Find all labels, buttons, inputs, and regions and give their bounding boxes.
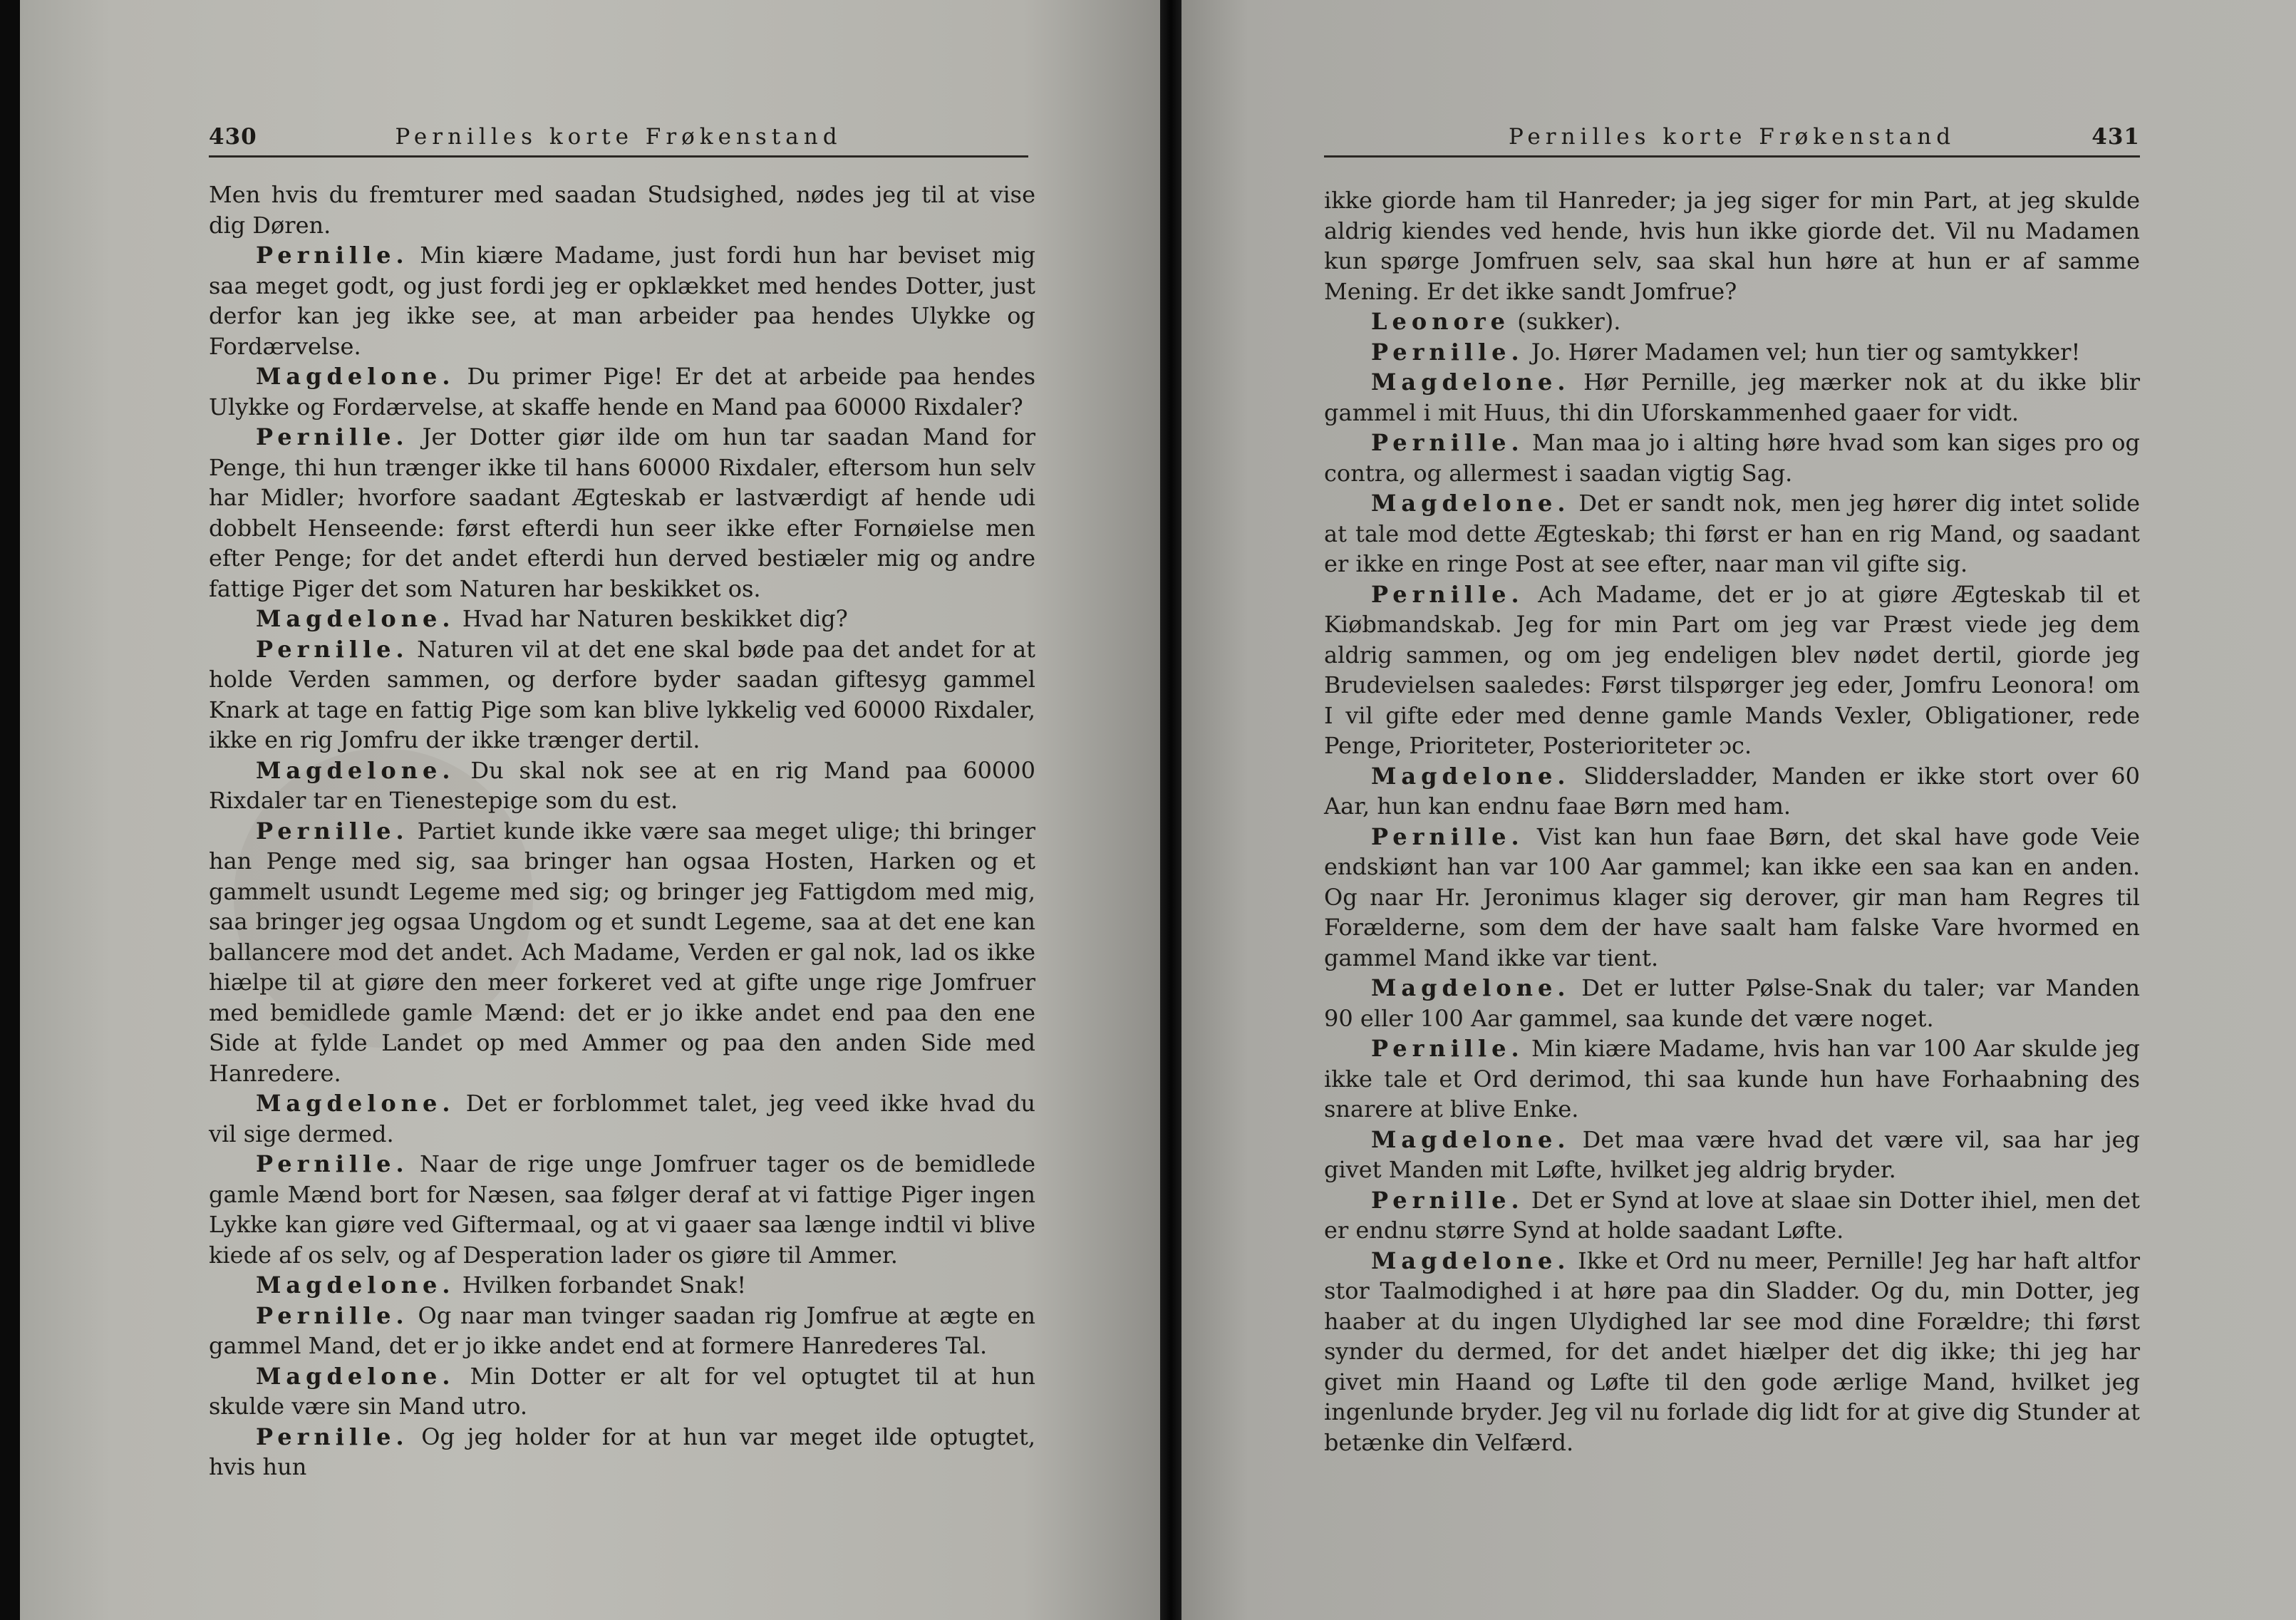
text-paragraph xyxy=(209,1301,1035,1361)
paragraph-text: Vist kan hun faae Børn, det skal have gode Veie endskiønt han var 100 Aar gammel; kan ikke een saa kan en anden. Og naar Hr. Jeronimus klager sig derover, gir man ham Regres til Forælderne, som dem der have saalt ham falske Vare hvormed en gammel Mand ikke var tient. xyxy=(1324,822,2141,971)
speaker-name: Pernille. xyxy=(1371,580,1524,608)
paragraph-text: (sukker). xyxy=(1517,308,1621,335)
paragraph-text: Du skal nok see at en rig Mand paa 60000 Rixdaler tar en Tienestepige som du est. xyxy=(209,756,1036,814)
text-paragraph xyxy=(209,422,1035,604)
text-paragraph xyxy=(1324,428,2140,488)
right-page-body xyxy=(1324,185,2140,1458)
text-paragraph xyxy=(209,604,1035,634)
speaker-name: Magdelone. xyxy=(256,363,455,390)
text-paragraph xyxy=(1324,306,2140,337)
speaker-name: Pernille. xyxy=(256,1301,409,1329)
text-paragraph xyxy=(209,1270,1035,1301)
left-page xyxy=(20,0,1160,1620)
paragraph-text: Ikke et Ord nu meer, Pernille! Jeg har haft altfor stor Taalmodighed i at høre paa din Sladder. Og du, min Dotter, jeg haaber at du ingen Ulydighed lar see mod dine Forældre; thi først synder du dermed, for det andet hiælper det dig ikke; thi jeg har givet min Haand og Løfte til den gode ærlige Mand, hvilket jeg ingenlunde bryder. Jeg vil nu forlade dig lidt for at give dig Stunder at betænke din Velfærd. xyxy=(1324,1247,2141,1456)
paragraph-text: Hør Pernille, jeg mærker nok at du ikke blir gammel i mit Huus, thi din Uforskammenhed gaaer for vidt. xyxy=(1324,368,2140,426)
running-title: Pernilles korte Frøkenstand xyxy=(1508,124,1956,150)
speaker-name: Magdelone. xyxy=(1371,1247,1571,1274)
text-paragraph xyxy=(1324,1185,2140,1246)
paragraph-text: Det maa være hvad det være vil, saa har jeg givet Manden mit Løfte, hvilket jeg aldrig bryder. xyxy=(1324,1125,2141,1183)
text-paragraph xyxy=(1324,1125,2140,1185)
speaker-name: Pernille. xyxy=(256,242,409,269)
text-paragraph xyxy=(209,755,1035,816)
paragraph-text: Det er forblommet talet, jeg veed ikke hvad du vil sige dermed. xyxy=(209,1090,1035,1147)
paragraph-text: Man maa jo i alting høre hvad som kan siges pro og contra, og allermest i saadan vigtig Sag. xyxy=(1324,429,2141,487)
paragraph-text: Det er sandt nok, men jeg hører dig intet solide at tale mod dette Ægteskab; thi først er han en rig Mand, og saadant er ikke en ringe Post at see efter, naar man vil gifte sig. xyxy=(1324,490,2140,577)
text-paragraph xyxy=(1324,367,2140,428)
speaker-name: Pernille. xyxy=(256,423,409,450)
speaker-name: Pernille. xyxy=(1371,338,1524,366)
text-paragraph xyxy=(1324,761,2140,822)
text-paragraph xyxy=(209,634,1035,755)
running-title: Pernilles korte Frøkenstand xyxy=(395,124,842,150)
text-paragraph xyxy=(1324,185,2140,306)
text-paragraph xyxy=(209,1088,1035,1149)
paragraph-text: Hvad har Naturen beskikket dig? xyxy=(462,605,848,632)
paragraph-text: Hvilken forbandet Snak! xyxy=(462,1271,747,1299)
speaker-name: Magdelone. xyxy=(256,1271,455,1299)
text-paragraph xyxy=(1324,488,2140,579)
text-paragraph xyxy=(1324,973,2140,1033)
paragraph-text: Det er lutter Pølse-Snak du taler; var Manden 90 eller 100 Aar gammel, saa kunde det være noget. xyxy=(1324,974,2141,1032)
speaker-name: Leonore xyxy=(1371,308,1511,335)
paragraph-text: Naar de rige unge Jomfruer tager os de bemidlede gamle Mænd bort for Næsen, saa følger deraf at vi fattige Piger ingen Lykke kan giøre ved Giftermaal, og at vi gaaer saa længe indtil vi blive kiede af os selv, og af Desperation lader os giøre til Ammer. xyxy=(209,1150,1036,1269)
right-page-header xyxy=(1324,121,2140,158)
speaker-name: Pernille. xyxy=(256,1423,409,1450)
text-paragraph xyxy=(209,180,1035,240)
speaker-name: Magdelone. xyxy=(1371,1125,1571,1153)
speaker-name: Pernille. xyxy=(1371,1186,1524,1214)
paragraph-text: Og naar man tvinger saadan rig Jomfrue at ægte en gammel Mand, det er jo ikke andet end at formere Hanrederes Tal. xyxy=(209,1301,1036,1359)
text-paragraph xyxy=(209,1361,1035,1422)
text-paragraph xyxy=(1324,822,2140,974)
speaker-name: Pernille. xyxy=(256,635,409,663)
speaker-name: Pernille. xyxy=(1371,822,1524,850)
speaker-name: Magdelone. xyxy=(256,605,455,632)
text-paragraph xyxy=(1324,579,2140,761)
paragraph-text: Ach Madame, det er jo at giøre Ægteskab til et Kiøbmandskab. Jeg for min Part om jeg var Præst viede jeg dem aldrig sammen, og om jeg endeligen blev nødet dertil, giorde jeg Brudevielsen saaledes: Først tilspørger jeg eder, Jomfru Leonora! om I vil gifte eder med denne gamle Mands Vexler, Obligationer, rede Penge, Prioriteter, Posterioriteter ɔc. xyxy=(1324,580,2141,759)
paragraph-text: Naturen vil at det ene skal bøde paa det andet for at holde Verden sammen, og derfore byder saadan giftesyg gammel Knark at tage en fattig Pige som kan blive lykkelig ved 60000 Rixdaler, ikke en rig Jomfru der ikke trænger dertil. xyxy=(209,635,1036,753)
text-paragraph xyxy=(209,1422,1035,1482)
speaker-name: Magdelone. xyxy=(256,1362,455,1390)
left-page-header xyxy=(209,121,1028,158)
text-paragraph xyxy=(1324,1033,2140,1125)
speaker-name: Magdelone. xyxy=(1371,762,1571,790)
paragraph-text: Min Dotter er alt for vel optugtet til at hun skulde være sin Mand utro. xyxy=(209,1362,1035,1420)
page-number: 431 xyxy=(2091,124,2140,150)
paragraph-text: Det er Synd at love at slaae sin Dotter ihiel, men det er endnu større Synd at holde saadant Løfte. xyxy=(1324,1186,2141,1244)
text-paragraph xyxy=(209,240,1035,361)
text-paragraph xyxy=(1324,1246,2140,1458)
text-paragraph xyxy=(209,1149,1035,1270)
speaker-name: Magdelone. xyxy=(256,1090,455,1117)
speaker-name: Magdelone. xyxy=(1371,368,1571,396)
book-gutter xyxy=(1160,0,1181,1620)
page-number: 430 xyxy=(209,124,257,150)
left-page-body xyxy=(209,180,1035,1482)
paragraph-text: Men hvis du fremturer med saadan Studsighed, nødes jeg til at vise dig Døren. xyxy=(209,181,1035,239)
paragraph-text: Min kiære Madame, hvis han var 100 Aar skulde jeg ikke tale et Ord derimod, thi saa kunde hun have Forhaabning des snarere at blive Enke. xyxy=(1324,1035,2141,1123)
paragraph-text: Partiet kunde ikke være saa meget ulige; thi bringer han Penge med sig, saa bringer han ogsaa Hosten, Harken og et gammelt usundt Legeme med sig; og bringer jeg Fattigdom med mig, saa bringer jeg ogsaa Ungdom og et sundt Legeme, saa at det ene kan ballancere mod det andet. Ach Madame, Verden er gal nok, lad os ikke hiælpe til at giøre den meer forkeret ved at gifte unge rige Jomfruer med bemidlede gamle Mænd: det er jo ikke andet end paa den ene Side at fylde Landet op med Ammer og paa den anden Side med Hanredere. xyxy=(209,817,1036,1087)
speaker-name: Magdelone. xyxy=(1371,490,1571,517)
speaker-name: Pernille. xyxy=(256,817,409,845)
paragraph-text: Jer Dotter giør ilde om hun tar saadan Mand for Penge, thi hun trænger ikke til hans 60000 Rixdaler, eftersom hun selv har Midler; hvorfore saadant Ægteskab er lastværdigt af hende udi dobbelt Henseende: først efterdi hun seer ikke efter Fornøielse men efter Penge; for det andet efterdi hun derved bestiæler mig og andre fattige Piger det som Naturen har beskikket os. xyxy=(209,423,1036,602)
speaker-name: Pernille. xyxy=(256,1150,409,1177)
paragraph-text: ikke giorde ham til Hanreder; ja jeg siger for min Part, at jeg skulde aldrig kiendes ved hende, hvis hun ikke giorde det. Vil nu Madamen kun spørge Jomfruen selv, saa skal hun høre at hun er af samme Mening. Er det ikke sandt Jomfrue? xyxy=(1324,187,2140,305)
text-paragraph xyxy=(1324,337,2140,368)
speaker-name: Pernille. xyxy=(1371,429,1524,456)
speaker-name: Magdelone. xyxy=(256,756,455,784)
right-page xyxy=(1181,0,2296,1620)
text-paragraph xyxy=(209,816,1035,1089)
speaker-name: Magdelone. xyxy=(1371,974,1571,1001)
paragraph-text: Du primer Pige! Er det at arbeide paa hendes Ulykke og Fordærvelse, at skaffe hende en Mand paa 60000 Rixdaler? xyxy=(209,363,1036,421)
paragraph-text: Og jeg holder for at hun var meget ilde optugtet, hvis hun xyxy=(209,1423,1036,1480)
speaker-name: Pernille. xyxy=(1371,1035,1524,1062)
paragraph-text: Jo. Hører Madamen vel; hun tier og samtykker! xyxy=(1531,338,2081,366)
text-paragraph xyxy=(209,361,1035,422)
paragraph-text: Min kiære Madame, just fordi hun har beviset mig saa meget godt, og just fordi jeg er opklækket med hendes Dotter, just derfor kan jeg ikke see, at man arbeider paa hendes Ulykke og Fordærvelse. xyxy=(209,242,1036,360)
paragraph-text: Sliddersladder, Manden er ikke stort over 60 Aar, hun kan endnu faae Børn med ham. xyxy=(1324,762,2141,820)
